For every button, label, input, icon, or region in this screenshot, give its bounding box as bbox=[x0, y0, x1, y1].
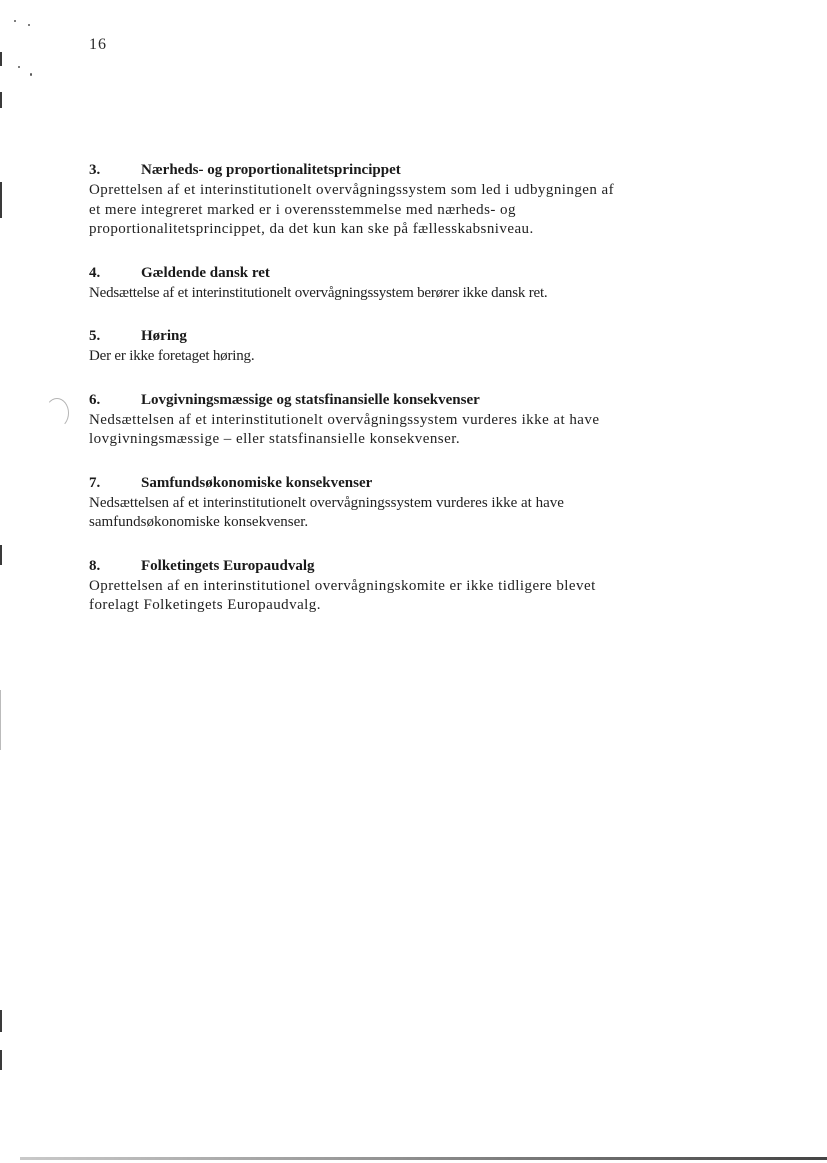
document-body bbox=[89, 161, 619, 640]
scan-speck bbox=[28, 24, 30, 26]
punch-hole-mark bbox=[45, 398, 69, 428]
section-number: 8. bbox=[89, 557, 101, 574]
section-3 bbox=[89, 161, 619, 240]
section-7 bbox=[89, 474, 619, 533]
section-title: Nærheds- og proportionalitetsprincippet bbox=[141, 162, 401, 178]
section-heading bbox=[89, 391, 619, 410]
scan-margin-line bbox=[0, 545, 2, 565]
section-number: 4. bbox=[89, 264, 101, 281]
section-text: Oprettelsen af et interinstitutionelt overvågningssystem som led i udbygningen af et mere integreret marked er i overensstemmelse med nærheds- og proportionalitetsprincippet, da det kun kan ske på fællesskabsniveau. bbox=[89, 182, 615, 237]
scan-speck bbox=[30, 73, 32, 76]
scan-margin-line bbox=[0, 92, 2, 108]
section-number: 3. bbox=[89, 162, 101, 178]
scan-margin-line bbox=[0, 182, 2, 218]
scan-speck bbox=[14, 20, 16, 22]
section-title: Lovgivningsmæssige og statsfinansielle konsekvenser bbox=[141, 391, 480, 408]
section-text: Nedsættelse af et interinstitutionelt overvågningssystem berører ikke dansk ret. bbox=[89, 284, 548, 301]
section-number: 7. bbox=[89, 474, 101, 491]
section-heading bbox=[89, 264, 619, 283]
scan-speck bbox=[18, 66, 20, 68]
section-text: Nedsættelsen af et interinstitutionelt overvågningssystem vurderes ikke at have samfundsøkonomiske konsekvenser. bbox=[89, 494, 564, 530]
section-6 bbox=[89, 391, 619, 450]
scan-margin-line bbox=[0, 52, 2, 66]
section-title: Samfundsøkonomiske konsekvenser bbox=[141, 474, 373, 491]
scan-margin-line bbox=[0, 1050, 2, 1070]
section-title: Folketingets Europaudvalg bbox=[141, 557, 315, 574]
scan-margin-line bbox=[0, 1010, 2, 1032]
section-heading bbox=[89, 474, 619, 493]
page-number: 16 bbox=[89, 36, 107, 53]
section-text: Der er ikke foretaget høring. bbox=[89, 348, 255, 364]
page-bottom-edge bbox=[20, 1157, 827, 1160]
section-heading bbox=[89, 327, 619, 346]
scan-margin-line bbox=[0, 690, 1, 750]
section-number: 6. bbox=[89, 391, 101, 408]
section-4 bbox=[89, 264, 619, 304]
section-title: Høring bbox=[141, 328, 187, 344]
section-text: Nedsættelsen af et interinstitutionelt overvågningssystem vurderes ikke at have lovgivningsmæssige – eller statsfinansielle konsekvenser. bbox=[89, 411, 600, 447]
section-5 bbox=[89, 327, 619, 367]
section-text: Oprettelsen af en interinstitutionel overvågningskomite er ikke tidligere blevet forelagt Folketingets Europaudvalg. bbox=[89, 577, 596, 613]
section-title: Gældende dansk ret bbox=[141, 264, 270, 281]
section-8 bbox=[89, 557, 619, 616]
section-heading bbox=[89, 557, 619, 576]
section-number: 5. bbox=[89, 328, 101, 344]
section-heading bbox=[89, 161, 619, 180]
